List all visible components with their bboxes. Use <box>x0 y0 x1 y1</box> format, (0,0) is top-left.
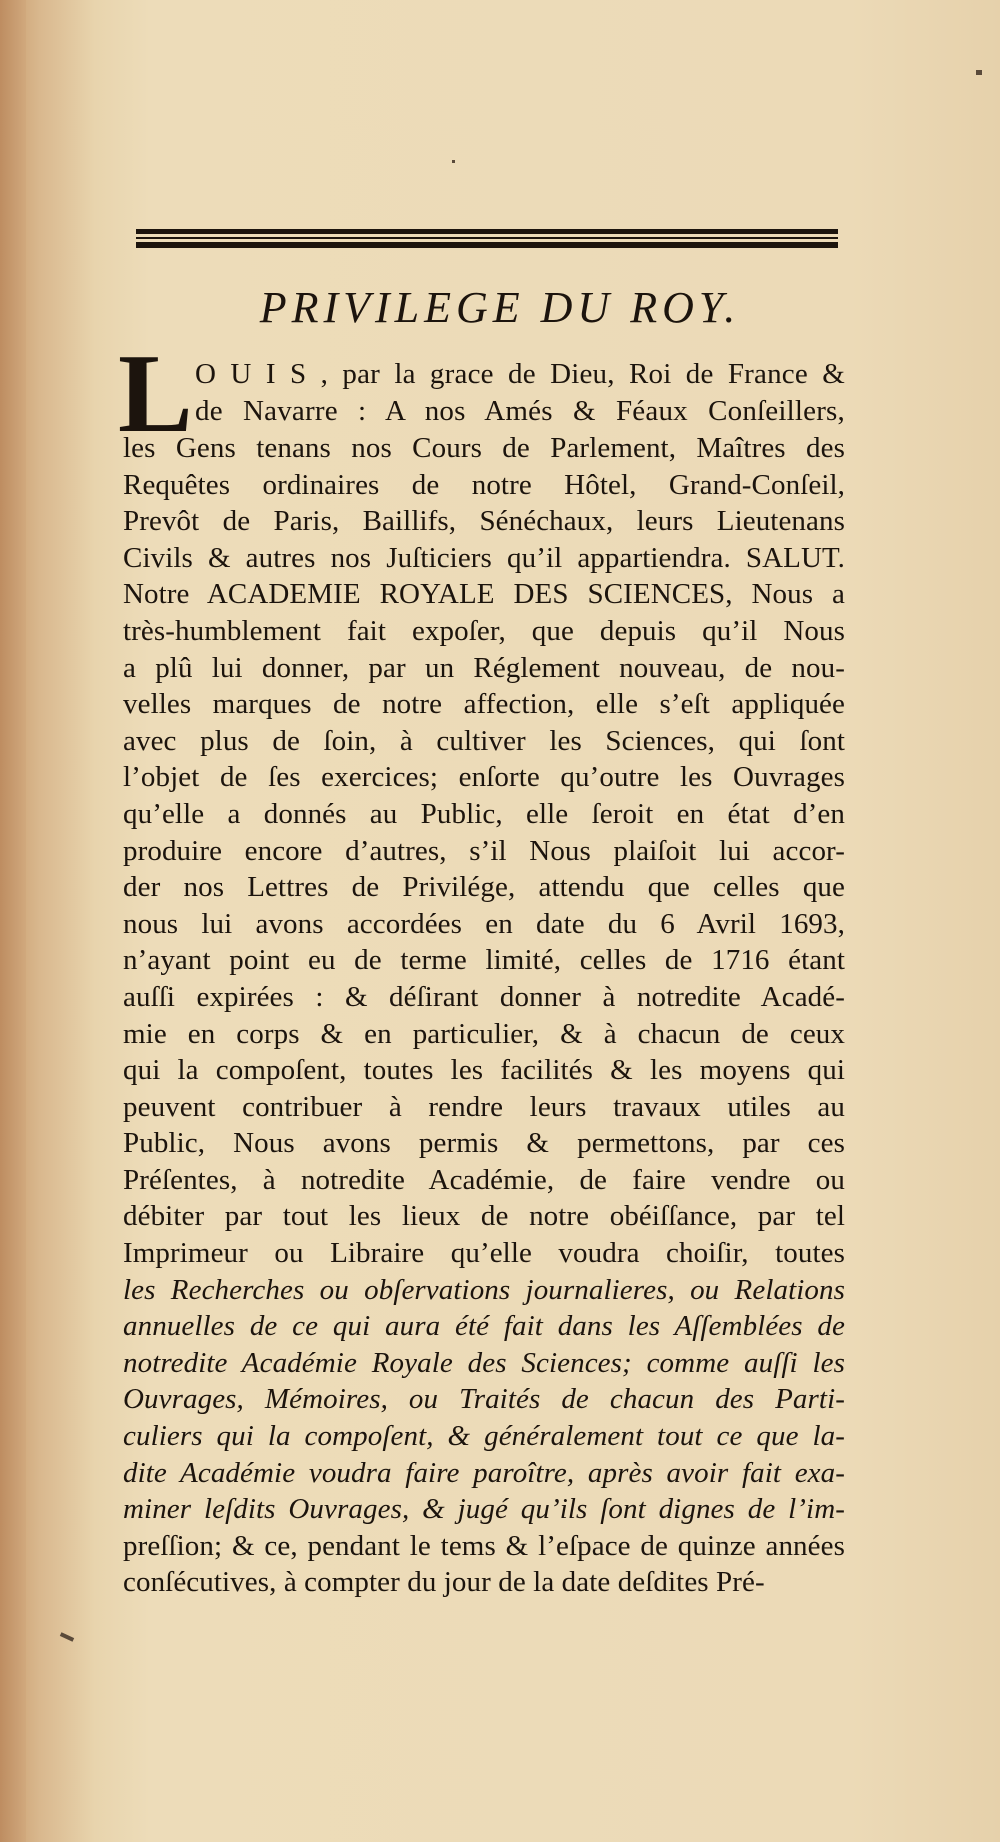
ink-speck <box>452 160 455 163</box>
text-line: de Navarre : A nos Amés & Féaux Conſeillers, <box>195 395 845 427</box>
text-line: peuvent contribuer à rendre leurs travaux utiles au <box>123 1090 845 1123</box>
text-line: Notre ACADEMIE ROYALE DES SCIENCES, Nous a <box>123 578 845 611</box>
text-line: l’objet de ſes exercices; enſorte qu’outre les Ouvrages <box>123 761 845 794</box>
text-line: auſſi expirées : & déſirant donner à notredite Acadé- <box>123 980 845 1013</box>
text-line: Ouvrages, Mémoires, ou Traités de chacun des Parti- <box>123 1383 845 1416</box>
text-line: annuelles de ce qui aura été fait dans les Aſſemblées de <box>123 1310 845 1343</box>
ink-speck <box>976 70 982 75</box>
text-line: n’ayant point eu de terme limité, celles de 1716 étant <box>123 944 845 977</box>
text-line: Requêtes ordinaires de notre Hôtel, Grand-Conſeil, <box>123 468 845 501</box>
page-title: PRIVILEGE DU ROY. <box>259 283 741 332</box>
text-line: Imprimeur ou Libraire qu’elle voudra choiſir, toutes <box>123 1237 845 1270</box>
text-line: produire encore d’autres, s’il Nous plaiſoit lui accor- <box>123 834 845 867</box>
body-text <box>123 430 845 1601</box>
text-line: der nos Lettres de Privilége, attendu que celles que <box>123 871 845 904</box>
text-line: avec plus de ſoin, à cultiver les Sciences, qui ſont <box>123 724 845 757</box>
text-line: velles marques de notre affection, elle s’eſt appliquée <box>123 688 845 721</box>
text-line: preſſion; & ce, pendant le tems & l’eſpace de quinze années <box>123 1529 845 1562</box>
header-ornamental-rule <box>136 229 838 249</box>
text-line: très-humblement fait expoſer, que depuis qu’il Nous <box>123 614 845 647</box>
text-line: débiter par tout les lieux de notre obéiſſance, par tel <box>123 1200 845 1233</box>
text-line: qu’elle a donnés au Public, elle ſeroit en état d’en <box>123 797 845 830</box>
ink-speck <box>60 1632 74 1642</box>
text-line: mie en corps & en particulier, & à chacun de ceux <box>123 1017 845 1050</box>
text-line: culiers qui la compoſent, & généralement tout ce que la- <box>123 1420 845 1453</box>
text-line: nous lui avons accordées en date du 6 Avril 1693, <box>123 907 845 940</box>
text-line: dite Académie voudra faire paroître, après avoir fait exa- <box>123 1456 845 1489</box>
text-line: Préſentes, à notredite Académie, de faire vendre ou <box>123 1163 845 1196</box>
drop-cap: L <box>118 332 193 456</box>
text-line: les Recherches ou obſervations journalieres, ou Relations <box>123 1273 845 1306</box>
text-line: conſécutives, à compter du jour de la date deſdites Pré- <box>123 1566 765 1599</box>
text-line: les Gens tenans nos Cours de Parlement, Maîtres des <box>123 432 845 464</box>
page-spine-shadow <box>0 0 26 1842</box>
text-line: Civils & autres nos Juſticiers qu’il appartiendra. SALUT. <box>123 541 845 574</box>
text-line: Public, Nous avons permis & permettons, par ces <box>123 1127 845 1160</box>
text-line: qui la compoſent, toutes les facilités & les moyens qui <box>123 1054 845 1087</box>
text-line: miner leſdits Ouvrages, & jugé qu’ils ſont dignes de l’im- <box>123 1493 845 1526</box>
text-line: O U I S , par la grace de Dieu, Roi de France & <box>195 358 845 390</box>
text-line: a plû lui donner, par un Réglement nouveau, de nou- <box>123 651 845 684</box>
text-line: Prevôt de Paris, Baillifs, Sénéchaux, leurs Lieutenans <box>123 505 845 538</box>
text-line: notredite Académie Royale des Sciences; comme auſſi les <box>123 1346 845 1379</box>
opening-lines <box>195 356 845 430</box>
